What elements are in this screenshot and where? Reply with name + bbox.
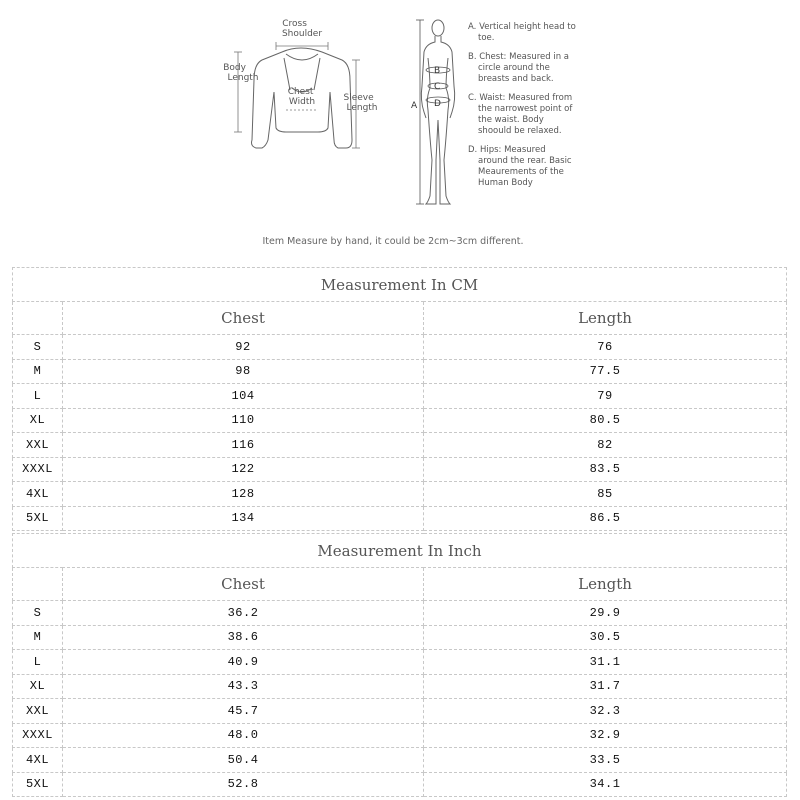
length-cell: 86.5	[424, 506, 787, 531]
chest-cell: 110	[63, 408, 424, 433]
size-cell: XL	[13, 408, 63, 433]
body-letter-c: C	[434, 82, 441, 92]
column-header-length: Length	[424, 302, 787, 335]
table-title: Measurement In Inch	[13, 534, 787, 568]
length-cell: 77.5	[424, 359, 787, 384]
length-cell: 79	[424, 384, 787, 409]
measure-note: Item Measure by hand, it could be 2cm~3cm different.	[262, 236, 524, 247]
size-cell: XXXL	[13, 457, 63, 482]
chest-cell: 45.7	[63, 699, 424, 724]
length-cell: 80.5	[424, 408, 787, 433]
size-cell: S	[13, 335, 63, 360]
table-title: Measurement In CM	[13, 268, 787, 302]
size-cell: 4XL	[13, 748, 63, 773]
table-row	[13, 772, 787, 797]
size-cell: XXXL	[13, 723, 63, 748]
sleeve-length-label: Sleeve Length	[343, 93, 378, 113]
length-cell: 82	[424, 433, 787, 458]
column-header-chest: Chest	[63, 302, 424, 335]
table-row	[13, 482, 787, 507]
size-cell: 4XL	[13, 482, 63, 507]
chest-cell: 50.4	[63, 748, 424, 773]
cross-shoulder-label: Cross Shoulder	[281, 19, 323, 39]
length-cell: 32.3	[424, 699, 787, 724]
chest-cell: 122	[63, 457, 424, 482]
column-header-size	[13, 302, 63, 335]
size-table-cm	[12, 267, 787, 531]
legend-item-b: B. Chest: Measured in a circle around the breasts and back.	[468, 52, 569, 84]
body-length-label: Body Length	[223, 63, 259, 83]
table-row	[13, 359, 787, 384]
table-row	[13, 408, 787, 433]
measurement-diagram	[0, 0, 800, 230]
chest-cell: 43.3	[63, 674, 424, 699]
length-cell: 31.7	[424, 674, 787, 699]
length-cell: 76	[424, 335, 787, 360]
chest-cell: 38.6	[63, 625, 424, 650]
table-row	[13, 625, 787, 650]
table-row	[13, 650, 787, 675]
length-cell: 83.5	[424, 457, 787, 482]
table-row	[13, 457, 787, 482]
length-cell: 34.1	[424, 772, 787, 797]
size-table-inch	[12, 533, 787, 797]
length-cell: 32.9	[424, 723, 787, 748]
chest-cell: 128	[63, 482, 424, 507]
size-cell: S	[13, 601, 63, 626]
table-row	[13, 699, 787, 724]
length-cell: 33.5	[424, 748, 787, 773]
chest-cell: 104	[63, 384, 424, 409]
body-letter-b: B	[434, 66, 441, 76]
chest-cell: 116	[63, 433, 424, 458]
chest-cell: 52.8	[63, 772, 424, 797]
length-cell: 31.1	[424, 650, 787, 675]
body-letter-d: D	[434, 99, 441, 109]
legend-item-d: D. Hips: Measured around the rear. Basic Meaurements of the Human Body	[468, 145, 572, 188]
size-cell: XXL	[13, 433, 63, 458]
size-cell: L	[13, 384, 63, 409]
chest-cell: 134	[63, 506, 424, 531]
length-cell: 85	[424, 482, 787, 507]
table-row	[13, 674, 787, 699]
chest-cell: 36.2	[63, 601, 424, 626]
length-cell: 30.5	[424, 625, 787, 650]
table-row	[13, 723, 787, 748]
table-row	[13, 506, 787, 531]
legend-item-a: A. Vertical height head to toe.	[468, 22, 576, 43]
chest-cell: 40.9	[63, 650, 424, 675]
size-cell: 5XL	[13, 506, 63, 531]
column-header-size	[13, 568, 63, 601]
column-header-length: Length	[424, 568, 787, 601]
size-cell: M	[13, 359, 63, 384]
chest-cell: 48.0	[63, 723, 424, 748]
legend-item-c: C. Waist: Measured from the narrowest point of the waist. Body shoould be relaxed.	[468, 93, 573, 136]
chest-cell: 92	[63, 335, 424, 360]
table-row	[13, 335, 787, 360]
table-row	[13, 748, 787, 773]
body-figure-illustration	[421, 20, 454, 204]
table-row	[13, 601, 787, 626]
size-cell: L	[13, 650, 63, 675]
measurement-legend	[468, 22, 578, 197]
column-header-chest: Chest	[63, 568, 424, 601]
table-row	[13, 433, 787, 458]
table-row	[13, 384, 787, 409]
chest-cell: 98	[63, 359, 424, 384]
chest-width-label: Chest Width	[287, 87, 316, 107]
size-cell: M	[13, 625, 63, 650]
size-cell: XXL	[13, 699, 63, 724]
size-cell: 5XL	[13, 772, 63, 797]
size-cell: XL	[13, 674, 63, 699]
body-letter-a: A	[411, 101, 418, 111]
length-cell: 29.9	[424, 601, 787, 626]
